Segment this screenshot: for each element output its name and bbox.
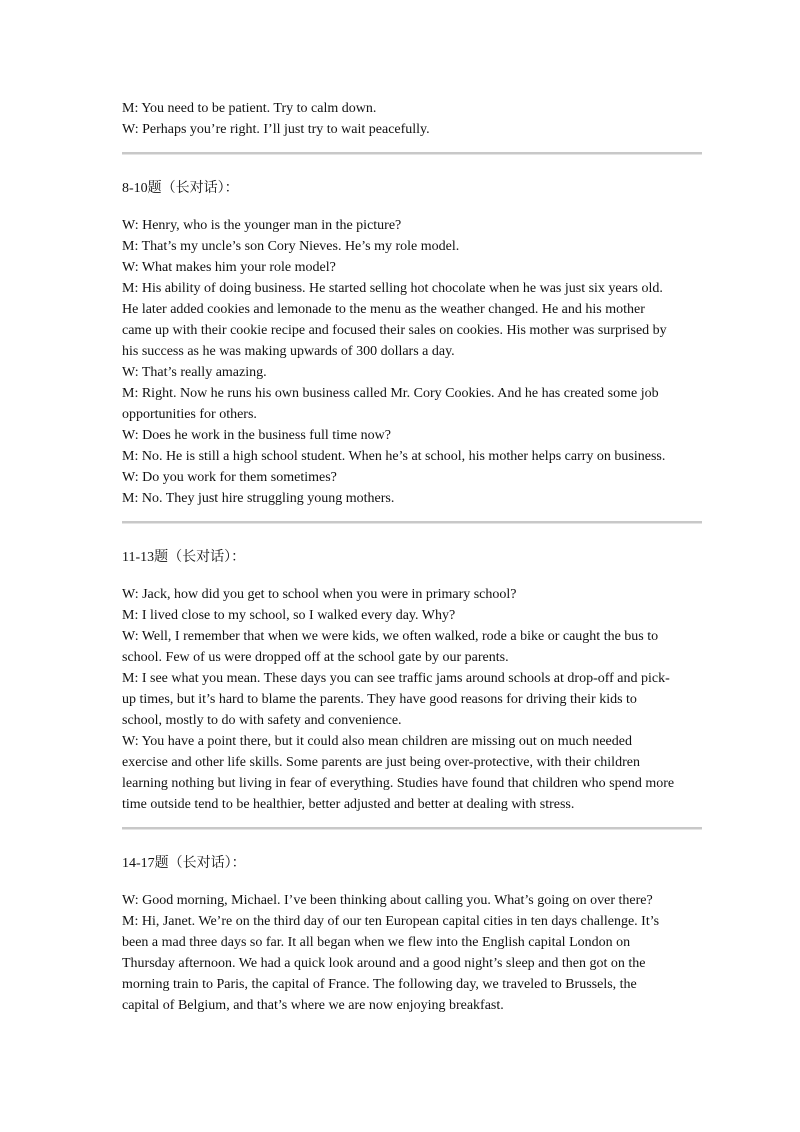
dialogue-line: W: Good morning, Michael. I’ve been thinking about calling you. What’s going on over there?: [122, 893, 653, 908]
dialogue-line: M: You need to be patient. Try to calm down.: [122, 101, 377, 116]
dialogue-line: M: No. He is still a high school student. When he’s at school, his mother helps carry on business.: [122, 449, 666, 464]
top-dialogue: [122, 98, 702, 140]
section-heading: 14-17题（长对话）：: [122, 856, 246, 871]
dialogue-line: opportunities for others.: [122, 407, 257, 422]
dialogue-line: W: Jack, how did you get to school when you were in primary school?: [122, 587, 517, 602]
dialogue-line: W: Does he work in the business full time now?: [122, 428, 391, 443]
dialogue-line: school. Few of us were dropped off at the school gate by our parents.: [122, 650, 509, 665]
dialogue-line: W: What makes him your role model?: [122, 260, 336, 275]
section-divider: [122, 152, 702, 155]
dialogue-line: learning nothing but living in fear of everything. Studies have found that children who spend more: [122, 776, 675, 791]
section-heading: 8-10题（长对话）：: [122, 181, 239, 196]
document-content: [122, 98, 702, 1016]
dialogue-line: school, mostly to do with safety and convenience.: [122, 713, 402, 728]
dialogue-line: came up with their cookie recipe and focused their sales on cookies. His mother was surprised by: [122, 323, 667, 338]
dialogue-line: been a mad three days so far. It all began when we flew into the English capital London on: [122, 935, 631, 950]
dialogue-line: M: His ability of doing business. He started selling hot chocolate when he was just six years old.: [122, 281, 663, 296]
dialogue-line: He later added cookies and lemonade to the menu as the weather changed. He and his mother: [122, 302, 645, 317]
dialogue-line: his success as he was making upwards of 300 dollars a day.: [122, 344, 455, 359]
section-divider: [122, 827, 702, 830]
dialogue-line: exercise and other life skills. Some parents are just being over-protective, with their children: [122, 755, 640, 770]
dialogue-line: M: I lived close to my school, so I walked every day. Why?: [122, 608, 456, 623]
dialogue-line: Thursday afternoon. We had a quick look around and a good night’s sleep and then got on the: [122, 956, 646, 971]
dialogue-line: M: That’s my uncle’s son Cory Nieves. He’s my role model.: [122, 239, 460, 254]
section-11-13: [122, 547, 702, 815]
dialogue-line: morning train to Paris, the capital of France. The following day, we traveled to Brussels, the: [122, 977, 637, 992]
dialogue-line: capital of Belgium, and that’s where we are now enjoying breakfast.: [122, 998, 504, 1013]
dialogue-line: W: That’s really amazing.: [122, 365, 267, 380]
dialogue-line: W: Perhaps you’re right. I’ll just try to wait peacefully.: [122, 122, 430, 137]
dialogue-line: M: I see what you mean. These days you can see traffic jams around schools at drop-off and pick-: [122, 671, 670, 686]
dialogue-line: time outside tend to be healthier, better adjusted and better at dealing with stress.: [122, 797, 575, 812]
section-14-17: [122, 853, 702, 1016]
dialogue-line: up times, but it’s hard to blame the parents. They have good reasons for driving their kids to: [122, 692, 637, 707]
section-heading: 11-13题（长对话）：: [122, 550, 246, 565]
dialogue-line: W: Henry, who is the younger man in the picture?: [122, 218, 402, 233]
dialogue-line: W: Do you work for them sometimes?: [122, 470, 337, 485]
dialogue-line: W: Well, I remember that when we were kids, we often walked, rode a bike or caught the bus to: [122, 629, 659, 644]
dialogue-line: W: You have a point there, but it could also mean children are missing out on much needed: [122, 734, 632, 749]
dialogue-line: M: No. They just hire struggling young mothers.: [122, 491, 395, 506]
section-8-10: [122, 178, 702, 509]
dialogue-line: M: Hi, Janet. We’re on the third day of our ten European capital cities in ten days challenge. It’s: [122, 914, 660, 929]
section-divider: [122, 521, 702, 524]
dialogue-line: M: Right. Now he runs his own business called Mr. Cory Cookies. And he has created some job: [122, 386, 659, 401]
